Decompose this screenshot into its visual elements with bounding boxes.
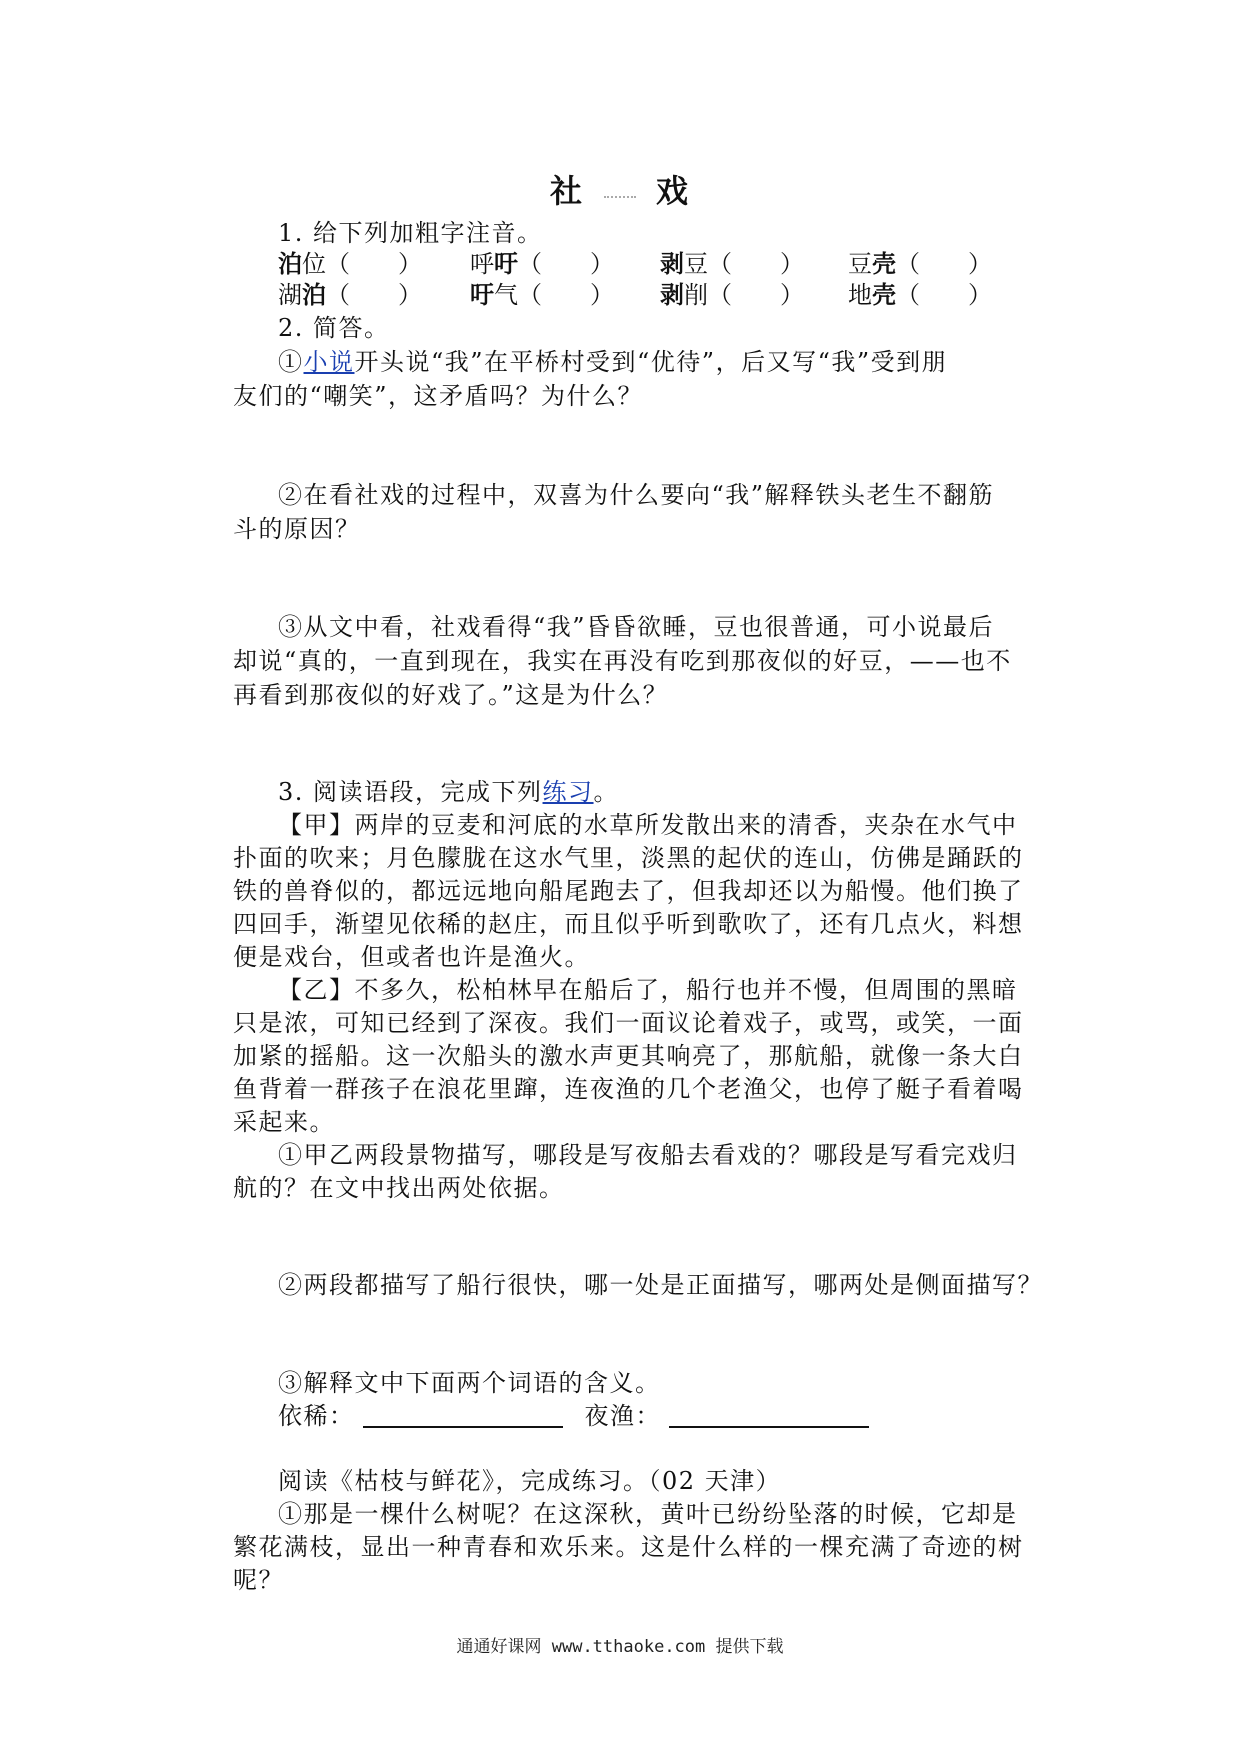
q2-b-line-2: 斗的原因？ — [233, 515, 361, 543]
pinyin-item: 剥削（ ） — [660, 280, 804, 309]
jia-line: 【甲】两岸的豆麦和河底的水草所发散出来的清香，夹杂在水气中 — [278, 811, 1018, 839]
pinyin-item: 剥豆（ ） — [660, 249, 804, 278]
q4-line: 繁花满枝，显出一种青春和欢乐来。这是什么样的一棵充满了奇迹的树 — [233, 1533, 1024, 1561]
yi-line: 【乙】不多久，松柏林早在船后了，船行也并不慢，但周围的黑暗 — [278, 976, 1018, 1004]
q1-heading: 1. 给下列加粗字注音。 — [278, 219, 543, 247]
q2-c-line-1: ③从文中看，社戏看得“我”昏昏欲睡，豆也很普通，可小说最后 — [278, 613, 995, 641]
page-title — [0, 166, 1240, 212]
q3-sub1-line-1: ①甲乙两段景物描写，哪段是写夜船去看戏的？哪段是写看完戏归 — [278, 1141, 1018, 1169]
q2-a-line-2: 友们的“嘲笑”，这矛盾吗？为什么？ — [233, 382, 644, 410]
q3-sub2: ②两段都描写了船行很快，哪一处是正面描写，哪两处是侧面描写？ — [278, 1271, 1043, 1299]
q3-terms — [278, 1401, 891, 1431]
footer-text: 通通好课网 www.tthaoke.com 提供下载 — [456, 1637, 784, 1657]
title-char-2: 戏 — [656, 172, 691, 210]
yi-line: 加紧的摇船。这一次船头的激水声更其响亮了，那航船，就像一条大白 — [233, 1042, 1024, 1070]
q2-b-line-1: ②在看社戏的过程中，双喜为什么要向“我”解释铁头老生不翻筋 — [278, 481, 995, 509]
q4-line: ①那是一棵什么树呢？在这深秋，黄叶已纷纷坠落的时候，它却是 — [278, 1500, 1018, 1528]
q4-line: 呢？ — [233, 1566, 284, 1594]
q2-c-line-3: 再看到那夜似的好戏了。”这是为什么？ — [233, 681, 669, 709]
q3-heading: 3. 阅读语段，完成下列练习。 — [278, 778, 620, 806]
exercise-link[interactable]: 练习 — [542, 778, 594, 806]
term-label-2: 夜渔： — [584, 1402, 661, 1430]
q2-heading: 2. 简答。 — [278, 314, 390, 342]
q2-c-line-2: 却说“真的，一直到现在，我实在再没有吃到那夜似的好豆，——也不 — [233, 647, 1012, 675]
jia-line: 四回手，渐望见依稀的赵庄，而且似乎听到歌吹了，还有几点火，料想 — [233, 910, 1024, 938]
jia-line: 便是戏台，但或者也许是渔火。 — [233, 943, 590, 971]
yi-line: 只是浓，可知已经到了深夜。我们一面议论着戏子，或骂，或笑，一面 — [233, 1009, 1024, 1037]
yi-line: 鱼背着一群孩子在浪花里蹿，连夜渔的几个老渔父，也停了艇子看着喝 — [233, 1075, 1024, 1103]
title-char-1: 社 — [549, 172, 584, 210]
pinyin-item: 呼吁（ ） — [470, 249, 614, 278]
jia-line: 扑面的吹来；月色朦胧在这水气里，淡黑的起伏的连山，仿佛是踊跃的 — [233, 844, 1024, 872]
pinyin-item: 吁气（ ） — [470, 280, 614, 309]
pinyin-item: 湖泊（ ） — [278, 280, 422, 309]
term-label-1: 依稀： — [278, 1402, 355, 1430]
answer-blank-2[interactable] — [669, 1426, 869, 1428]
yi-line: 采起来。 — [233, 1108, 335, 1136]
q3-sub3: ③解释文中下面两个词语的含义。 — [278, 1369, 661, 1397]
jia-line: 铁的兽脊似的，都远远地向船尾跑去了，但我却还以为船慢。他们换了 — [233, 877, 1024, 905]
pinyin-item: 泊位（ ） — [278, 249, 422, 278]
answer-blank-1[interactable] — [363, 1426, 563, 1428]
q4-heading: 阅读《枯枝与鲜花》，完成练习。（02 天津） — [278, 1467, 782, 1495]
novel-link[interactable]: 小说 — [303, 348, 355, 376]
pinyin-item: 豆壳（ ） — [848, 249, 992, 278]
q3-sub1-line-2: 航的？在文中找出两处依据。 — [233, 1174, 565, 1202]
pinyin-item: 地壳（ ） — [848, 280, 992, 309]
q2-a-line-1: ①小说开头说“我”在平桥村受到“优待”，后又写“我”受到朋 — [278, 348, 948, 376]
